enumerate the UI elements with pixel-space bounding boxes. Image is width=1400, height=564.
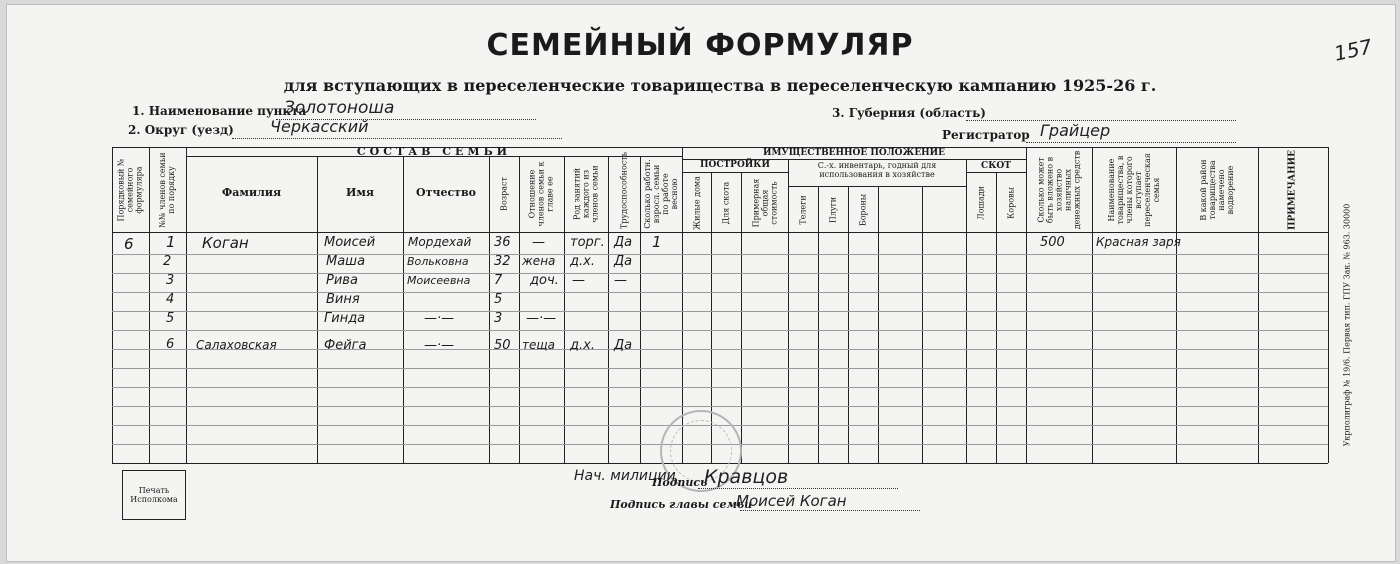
glava-line xyxy=(740,510,920,511)
registrator-line xyxy=(1026,142,1236,143)
okrug-value: Черкасский xyxy=(270,117,369,136)
seal-box xyxy=(122,470,186,520)
header-loshadi: Лошади xyxy=(976,186,986,220)
imia-cell: Рива xyxy=(326,273,358,288)
rod-cell: д.х. xyxy=(570,254,595,269)
vozrast-cell: 36 xyxy=(494,235,511,250)
podpis-signature: Кравцов xyxy=(704,466,789,488)
header-vozrast: Возраст xyxy=(499,177,509,211)
printer-note: Укрполиграф № 19/6. Первая тип. ГПУ Зак. № 963. 30000 xyxy=(1342,203,1352,447)
glava-label: Подпись главы семьи xyxy=(610,498,753,511)
trud-cell: Да xyxy=(614,254,633,269)
page-title: СЕМЕЙНЫЙ ФОРМУЛЯР xyxy=(486,28,914,63)
otchestvo-cell: —·— xyxy=(424,311,455,326)
imia-cell: Маша xyxy=(326,254,366,269)
header-rod-zaniatii: Род занятий каждого из членов семьи xyxy=(572,165,600,223)
gubernia-label: 3. Губерния (область) xyxy=(832,106,986,120)
printer-note-wrap xyxy=(1342,190,1352,460)
imia-cell: Виня xyxy=(326,292,360,307)
header-primernaia: Примерная общая стоимость xyxy=(751,178,779,228)
rod-cell: — xyxy=(572,273,585,288)
registrator-value: Грайцер xyxy=(1040,121,1111,140)
header-borony: Бороны xyxy=(858,193,868,227)
rod-cell: торг. xyxy=(570,235,605,250)
vozrast-cell: 7 xyxy=(494,273,503,288)
header-imush: ИМУЩЕСТВЕННОЕ ПОЛОЖЕНИЕ xyxy=(762,148,946,158)
header-korovy: Коровы xyxy=(1006,187,1016,219)
vozrast-cell: 50 xyxy=(494,338,511,353)
formular-no-cell: 6 xyxy=(124,235,134,253)
punkt-value: Золотоноша xyxy=(284,98,395,118)
otnoshenie-cell: —·— xyxy=(526,311,557,326)
punkt-label: 1. Наименование пункта xyxy=(132,104,307,118)
otnoshenie-cell: жена xyxy=(522,254,556,268)
member-no-cell: 6 xyxy=(166,337,175,352)
member-no-cell: 2 xyxy=(163,254,172,269)
header-zhilye: Жилые дома xyxy=(692,176,702,230)
header-otnoshenie: Отношение членов семьи к главе ее xyxy=(527,161,555,227)
member-no-cell: 1 xyxy=(166,233,176,251)
vozrast-cell: 5 xyxy=(494,292,503,307)
header-formular-no: Порядковый № семейного формуляра xyxy=(116,158,144,222)
otchestvo-cell: Мордехай xyxy=(408,235,472,249)
trud-cell: Да xyxy=(614,235,633,250)
header-v-kakoi-raion: В какой район товарищества намечено водворение xyxy=(1199,159,1235,221)
podpis-official-title: Нач. милиции xyxy=(574,468,676,484)
header-member-no: №№ членов семьи по порядку xyxy=(158,152,176,228)
header-postroiki: ПОСТРОЙКИ xyxy=(699,160,770,170)
okrug-line xyxy=(232,138,562,139)
otchestvo-cell: Вольковна xyxy=(407,255,469,268)
header-primechanie: ПРИМЕЧАНИЕ xyxy=(1287,150,1298,231)
imia-cell: Фейга xyxy=(324,338,367,353)
okrug-label: 2. Округ (уезд) xyxy=(128,123,234,137)
otnoshenie-cell: доч. xyxy=(530,273,559,288)
podpis-line xyxy=(698,488,898,489)
rod-cell: д.х. xyxy=(570,338,595,353)
seal-label: Печать Исполкома xyxy=(130,486,178,504)
header-skot: СКОТ xyxy=(981,161,1011,171)
tovarishchestvo-cell: Красная заря xyxy=(1096,235,1181,249)
header-otchestvo: Отчество xyxy=(416,186,476,199)
vozrast-cell: 32 xyxy=(494,254,511,269)
header-skolko-rabotn: Сколько работн. взросл. семьи по работе весною xyxy=(643,159,679,229)
trud-cell: — xyxy=(614,273,627,288)
otnoshenie-cell: теща xyxy=(522,338,556,352)
header-trudosposobnost: Трудоспособность xyxy=(619,151,629,229)
header-inventar: С.-х. инвентарь, годный для использования в хозяйстве xyxy=(817,161,937,179)
dengi-cell: 500 xyxy=(1040,235,1065,250)
vozrast-cell: 3 xyxy=(494,311,503,326)
podpis-label: Подпись xyxy=(652,476,708,489)
otchestvo-cell: Моисеевна xyxy=(407,274,471,287)
header-imia: Имя xyxy=(345,186,375,199)
member-no-cell: 3 xyxy=(166,273,175,288)
page-subtitle: для вступающих в переселенческие товарищества в переселенческую кампанию 1925-26 г. xyxy=(283,76,1157,95)
imia-cell: Моисей xyxy=(324,235,376,250)
header-naimenovanie-tov: Наименование товарищества, в члены которого вступает переселенческая семья xyxy=(1107,153,1161,227)
trud-cell: Да xyxy=(614,338,633,353)
header-familia: Фамилия xyxy=(221,186,282,199)
page-number: 157 xyxy=(1331,34,1375,66)
registrator-label: Регистратор xyxy=(942,128,1030,142)
otnoshenie-cell: — xyxy=(532,235,545,250)
otchestvo-cell: —·— xyxy=(424,338,455,353)
familia-cell: Салаховская xyxy=(196,338,277,352)
header-skolko-vlozheno: Сколько может быть вложено в хозяйство наличных денежных средств xyxy=(1036,150,1082,230)
header-sostav: СОСТАВ СЕМЬИ xyxy=(356,145,512,158)
member-no-cell: 4 xyxy=(166,292,175,307)
rabotn-cell: 1 xyxy=(652,233,662,251)
member-no-cell: 5 xyxy=(166,311,175,326)
glava-signature: Моисей Коган xyxy=(736,492,847,510)
imia-cell: Гинда xyxy=(324,311,366,326)
header-plugi: Плуги xyxy=(828,196,838,224)
header-telegi: Телеги xyxy=(798,195,808,225)
familia-cell: Коган xyxy=(202,234,249,252)
header-dlia-skota: Для скота xyxy=(721,181,731,225)
